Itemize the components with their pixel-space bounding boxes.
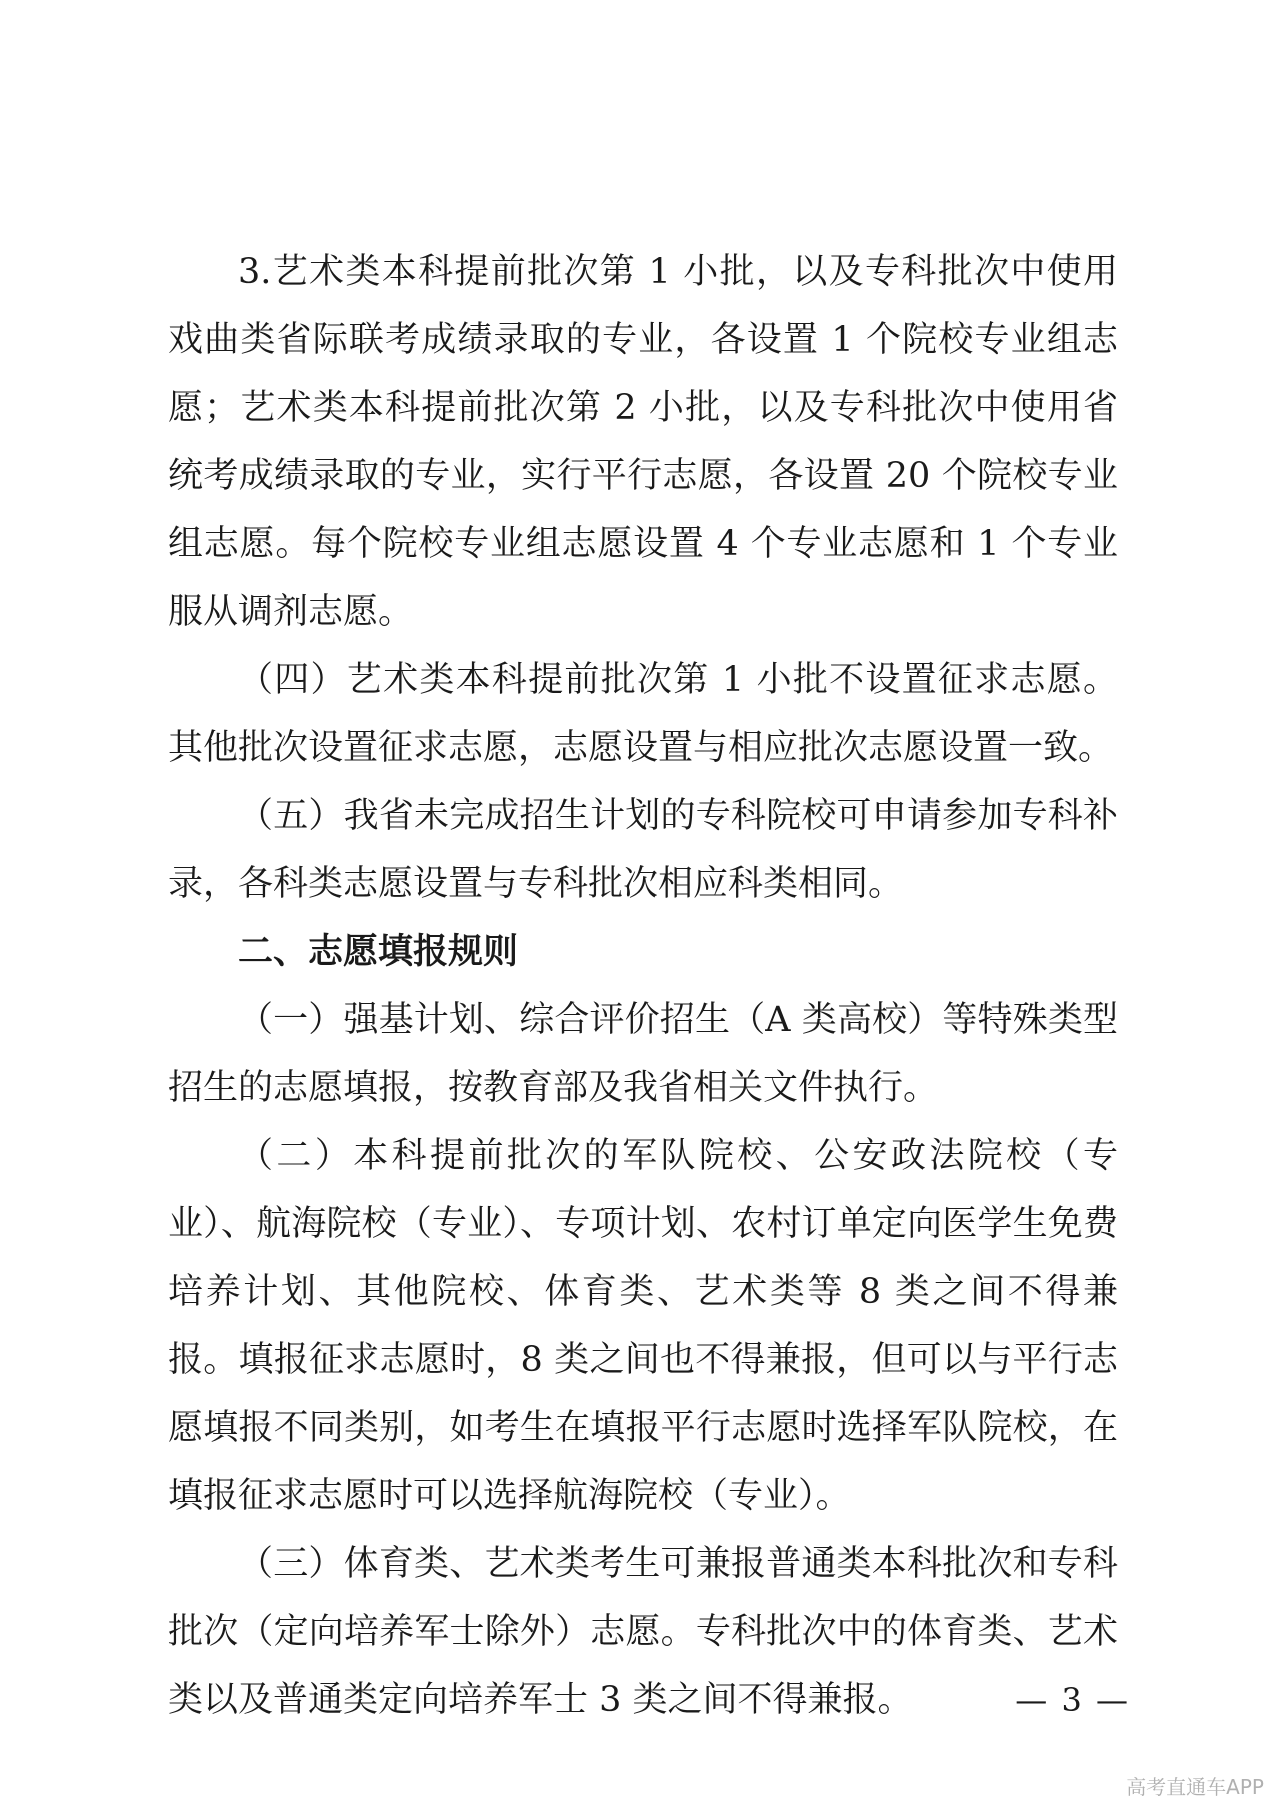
section-heading-filling-rules: 二、志愿填报规则 xyxy=(238,932,519,972)
paragraph-item-four: （四）艺术类本科提前批次第 1 小批不设置征求志愿。其他批次设置征求志愿，志愿设置与相应批次志愿设置一致。 xyxy=(168,660,1118,768)
app-watermark: 高考直通车APP xyxy=(1126,1775,1264,1799)
document-body xyxy=(168,238,1118,1734)
paragraph-rule-one: （一）强基计划、综合评价招生（A 类高校）等特殊类型招生的志愿填报，按教育部及我省相关文件执行。 xyxy=(168,1000,1118,1108)
paragraph-rule-three: （三）体育类、艺术类考生可兼报普通类本科批次和专科批次（定向培养军士除外）志愿。专科批次中的体育类、艺术类以及普通类定向培养军士 3 类之间不得兼报。 xyxy=(168,1544,1118,1720)
paragraph-rule-two: （二）本科提前批次的军队院校、公安政法院校（专业）、航海院校（专业）、专项计划、农村订单定向医学生免费培养计划、其他院校、体育类、艺术类等 8 类之间不得兼报。填报征求志愿时，8 类之间也不得兼报，但可以与平行志愿填报不同类别，如考生在填报平行志愿时选择军队院校，在填报征求志愿时可以选择航海院校（专业）。 xyxy=(168,1136,1118,1516)
paragraph-item-five: （五）我省未完成招生计划的专科院校可申请参加专科补录，各科类志愿设置与专科批次相应科类相同。 xyxy=(168,796,1118,904)
page-number: — 3 — xyxy=(1015,1681,1130,1719)
paragraph-art-batch-settings: 3.艺术类本科提前批次第 1 小批，以及专科批次中使用戏曲类省际联考成绩录取的专业，各设置 1 个院校专业组志愿；艺术类本科提前批次第 2 小批，以及专科批次中使用省统考成绩录取的专业，实行平行志愿，各设置 20 个院校专业组志愿。每个院校专业组志愿设置 4 个专业志愿和 1 个专业服从调剂志愿。 xyxy=(168,252,1118,632)
